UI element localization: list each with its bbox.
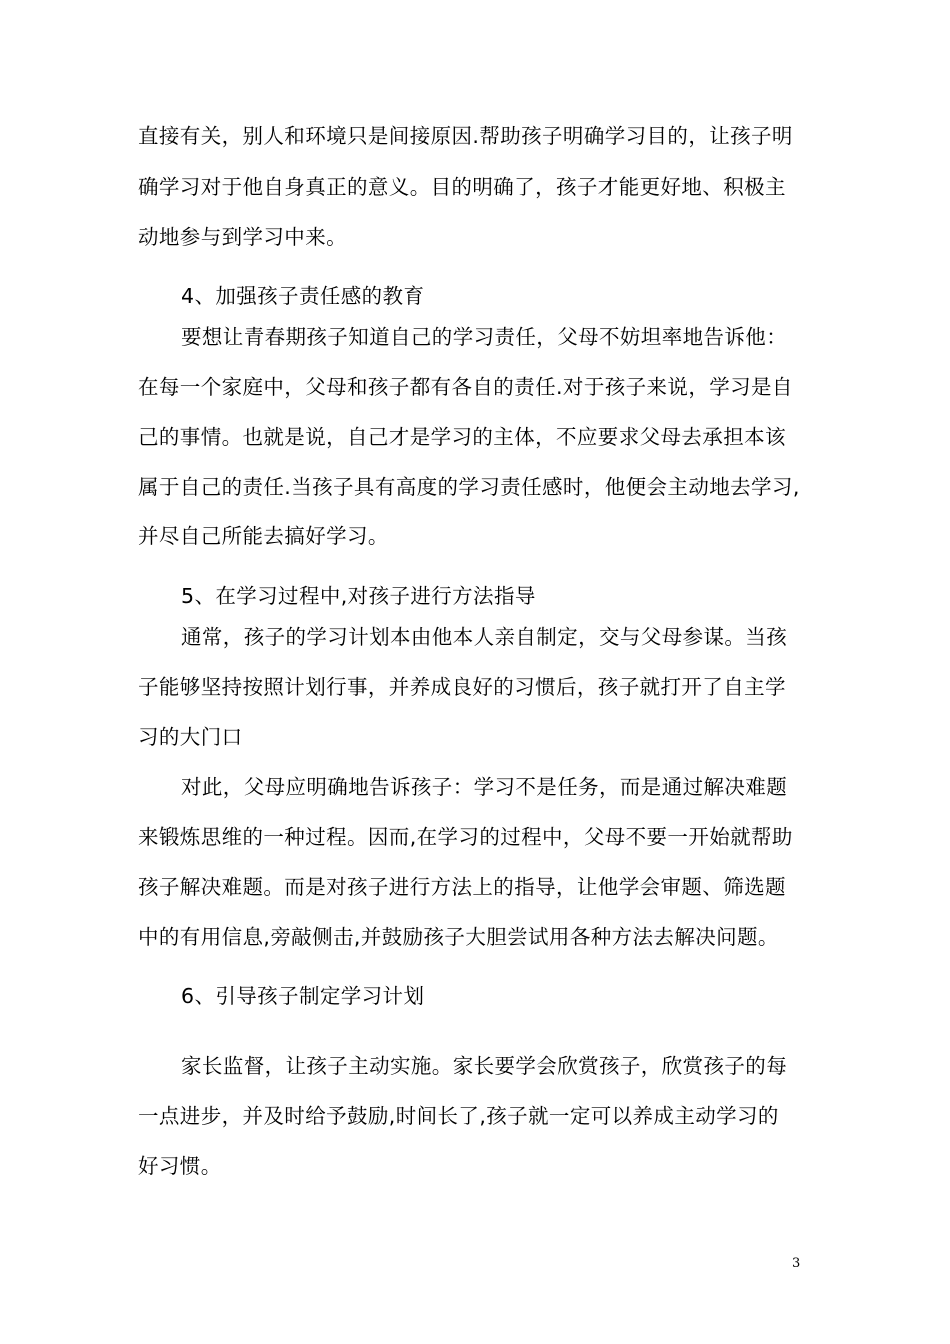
section-heading-5: 5、在学习过程中,对孩子进行方法指导 [181, 584, 536, 608]
paragraph-line: 属于自己的责任.当孩子具有高度的学习责任感时，他便会主动地去学习, [138, 475, 800, 499]
section-heading-4: 4、加强孩子责任感的教育 [181, 284, 425, 308]
paragraph-line: 要想让青春期孩子知道自己的学习责任，父母不妨坦率地告诉他： [181, 325, 788, 349]
paragraph-line: 动地参与到学习中来。 [138, 225, 347, 249]
paragraph-line: 通常，孩子的学习计划本由他本人亲自制定，交与父母参谋。当孩 [181, 625, 788, 649]
paragraph-line: 一点进步，并及时给予鼓励,时间长了,孩子就一定可以养成主动学习的 [138, 1104, 779, 1128]
paragraph-line: 习的大门口 [138, 725, 243, 749]
paragraph-line: 来锻炼思维的一种过程。因而,在学习的过程中，父母不要一开始就帮助 [138, 825, 793, 849]
paragraph-line: 在每一个家庭中，父母和孩子都有各自的责任.对于孩子来说，学习是自 [138, 375, 793, 399]
paragraph-line: 对此，父母应明确地告诉孩子：学习不是任务，而是通过解决难题 [181, 775, 788, 799]
paragraph-line: 并尽自己所能去搞好学习。 [138, 524, 389, 548]
paragraph-line: 子能够坚持按照计划行事，并养成良好的习惯后，孩子就打开了自主学 [138, 675, 786, 699]
paragraph-line: 好习惯。 [138, 1154, 222, 1178]
paragraph-line: 孩子解决难题。而是对孩子进行方法上的指导，让他学会审题、筛选题 [138, 875, 786, 899]
paragraph-line: 确学习对于他自身真正的意义。目的明确了，孩子才能更好地、积极主 [138, 175, 786, 199]
paragraph-line: 家长监督，让孩子主动实施。家长要学会欣赏孩子，欣赏孩子的每 [181, 1054, 788, 1078]
paragraph-line: 中的有用信息,旁敲侧击,并鼓励孩子大胆尝试用各种方法去解决问题。 [138, 925, 779, 949]
paragraph-line: 直接有关，别人和环境只是间接原因.帮助孩子明确学习目的，让孩子明 [138, 124, 793, 148]
section-heading-6: 6、引导孩子制定学习计划 [181, 984, 425, 1008]
paragraph-line: 己的事情。也就是说，自己才是学习的主体，不应要求父母去承担本该 [138, 425, 786, 449]
page-number: 3 [792, 1256, 801, 1271]
